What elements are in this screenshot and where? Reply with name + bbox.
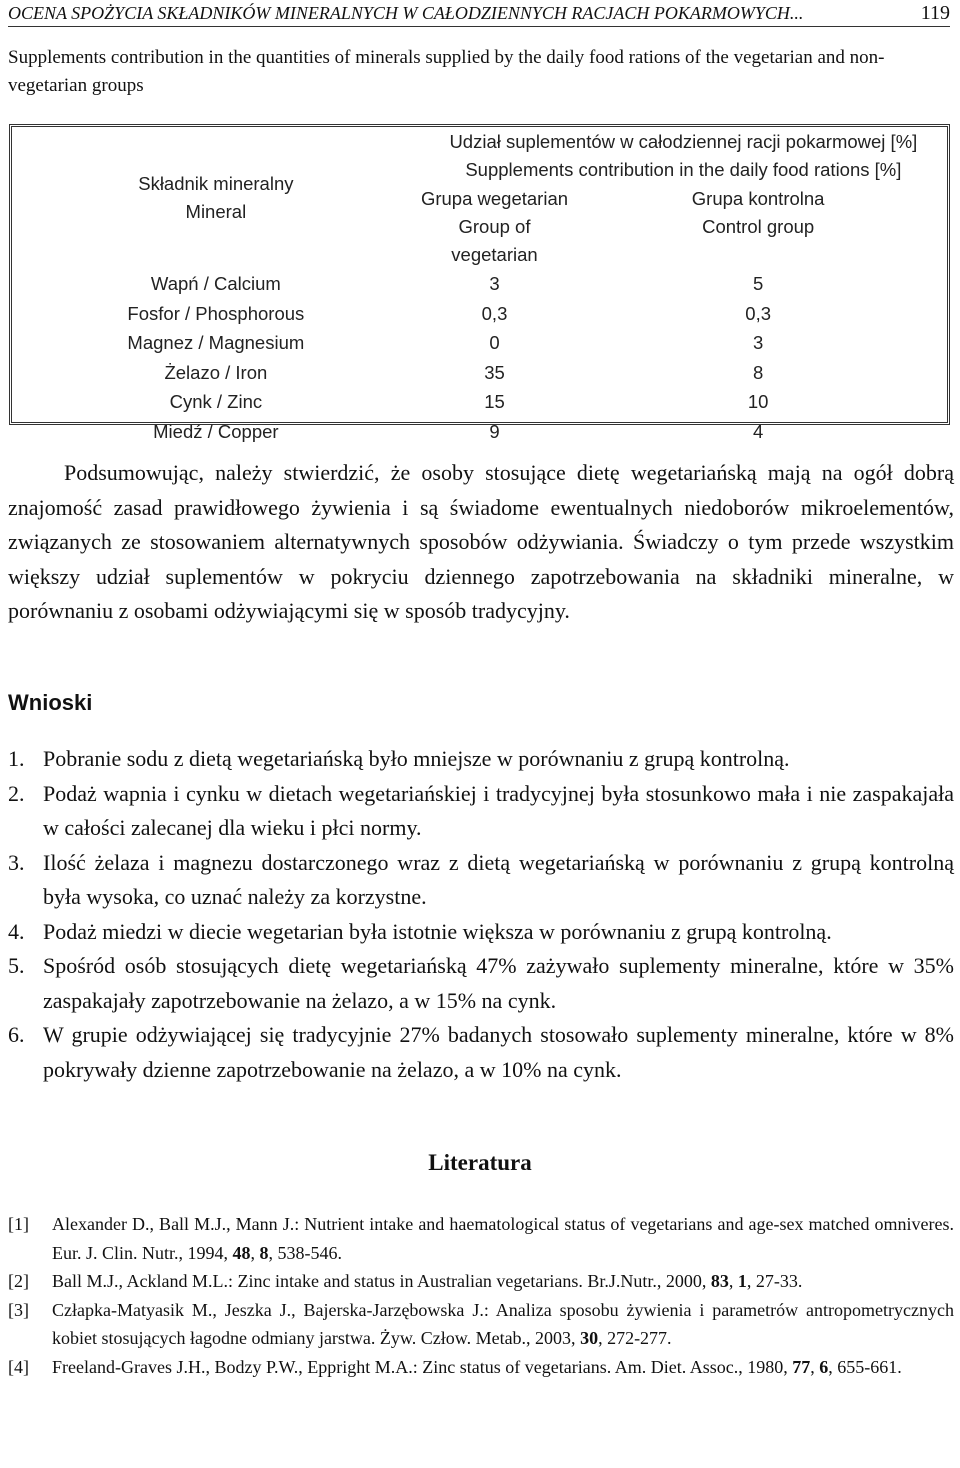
reference-item [8,1296,954,1353]
reference-number: [2] [8,1271,29,1292]
item-text: Podaż wapnia i cynku w dietach wegetariańskiej i tradycyjnej była stosunkowo mała i nie zaspakajała w całości zalecanej dla wieku i płci normy. [43,780,954,840]
header-control-group [569,185,947,269]
item-number: 3. [8,849,25,875]
reference-pages: , 655-661. [828,1356,902,1377]
reference-issue: 1 [737,1271,747,1292]
reference-separator: , [810,1356,820,1377]
item-number: 4. [8,918,25,944]
cell-control: 5 [752,273,764,294]
reference-number: [1] [8,1214,29,1234]
header-vegetarian-group [420,185,570,269]
reference-separator: , [250,1242,260,1263]
header-mineral-pl: Składnik mineralny [138,173,294,194]
reference-issue: 6 [819,1356,829,1377]
list-item [8,915,954,950]
header-ctrl-en: Control group [702,216,815,237]
table-row [12,269,947,299]
list-item [8,846,954,915]
table-row [12,328,947,358]
references-list [8,1210,954,1382]
list-item [8,949,954,1018]
cell-vegetarian: 35 [484,361,505,383]
reference-item [8,1353,954,1382]
header-veg-pl: Grupa wegetarian [420,188,569,209]
reference-item [8,1210,954,1267]
minerals-table [12,127,947,446]
cell-mineral: Magnez / Magnesium [127,332,305,353]
cell-control: 8 [752,361,764,383]
item-number: 6. [8,1022,25,1047]
item-number: 2. [8,780,25,806]
reference-volume: 83 [710,1271,729,1292]
list-item [8,1018,954,1087]
header-ctrl-pl: Grupa kontrolna [691,188,825,209]
reference-issue: 8 [259,1242,269,1263]
header-veg-en: Group of vegetarian [451,216,538,265]
cell-control: 4 [752,420,764,442]
item-number: 1. [8,746,25,771]
item-text: W grupie odżywiającej się tradycyjnie 27% badanych stosowało suplementy mineralne, które w 8% pokrywały dzienne zapotrzebowanie na żelazo, a w 10% na cynk. [43,1022,954,1082]
reference-pages: , 272-277. [598,1328,672,1349]
item-text: Spośród osób stosujących dietę wegetariańską 47% zażywało suplementy mineralne, które w 35% zaspakajały zapotrzebowanie na żelazo, a w 15% na cynk. [43,953,954,1013]
reference-pages: , 27-33. [746,1271,803,1292]
cell-mineral: Wapń / Calcium [150,273,281,294]
cell-vegetarian: 0,3 [481,302,508,324]
reference-item [8,1267,954,1296]
page-number: 119 [920,2,950,24]
cell-vegetarian: 15 [484,391,505,412]
cell-mineral: Miedź / Copper [153,420,279,442]
reference-volume: 48 [232,1242,251,1263]
header-contribution [420,127,947,185]
item-text: Pobranie sodu z dietą wegetariańską było mniejsze w porównaniu z grupą kontrolną. [43,746,790,771]
running-head-title: OCENA SPOŻYCIA SKŁADNIKÓW MINERALNYCH W CAŁODZIENNYCH RACJACH POKARMOWYCH... [8,3,804,23]
table-row [12,299,947,329]
summary-paragraph [8,456,954,629]
references-heading: Literatura [428,1150,532,1175]
reference-text: Ball M.J., Ackland M.L.: Zinc intake and status in Australian vegetarians. Br.J.Nutr., 2000, [52,1271,711,1292]
item-text: Ilość żelaza i magnezu dostarczonego wraz z dietą wegetariańską w porównaniu z grupą kontrolną była wysoka, co uznać należy za korzystne. [43,849,954,909]
reference-volume: 77 [792,1356,811,1377]
running-head [8,0,950,27]
cell-mineral: Cynk / Zinc [169,391,263,412]
reference-separator: , [728,1271,738,1292]
item-number: 5. [8,953,25,978]
reference-text: Freeland-Graves J.H., Bodzy P.W., Eppright M.A.: Zinc status of vegetarians. Am. Diet. Assoc., 1980, [52,1356,793,1377]
summary-text: Podsumowując, należy stwierdzić, że osoby stosujące dietę wegetariańską mają na ogół dobrą znajomość zasad prawidłowego żywienia i są świadome ewentualnych niedoborów mikroelementów, związanych ze stosowaniem alternatywnych sposobów odżywiania. Świadczy o tym przede wszystkim większy udział suplementów w pokryciu dziennego zapotrzebowania na składniki mineralne, w porównaniu z osobami odżywiającymi się w sposób tradycyjny. [8,460,954,624]
reference-text: Człapka-Matyasik M., Jeszka J., Bajerska-Jarzębowska J.: Analiza sposobu żywienia i parametrów antropometrycznych kobiet stosujących łagodne odmiany jarstwa. Żyw. Człow. Metab., 2003, [52,1299,954,1349]
reference-text: Alexander D., Ball M.J., Mann J.: Nutrient intake and haematological status of vegetarians and age-sex matched omniveres. Eur. J. Clin. Nutr., 1994, [52,1214,954,1263]
header-mineral [12,127,420,269]
table-row [12,417,947,447]
reference-pages: , 538-546. [268,1242,343,1263]
list-item [8,742,954,777]
conclusions-list [8,742,954,1087]
table-frame [9,124,950,442]
cell-vegetarian: 0 [489,332,500,353]
conclusions-heading: Wnioski [8,690,93,715]
reference-number: [4] [8,1356,29,1377]
table-row [12,387,947,417]
cell-mineral: Żelazo / Iron [164,361,268,383]
table-caption: Supplements contribution in the quantities of minerals supplied by the daily food rations of the vegetarian and non-vegetarian groups [8,47,885,96]
cell-vegetarian: 9 [489,420,500,442]
reference-volume: 30 [580,1328,599,1349]
table-row [12,358,947,388]
header-mineral-en: Mineral [185,201,247,222]
item-text: Podaż miedzi w diecie wegetarian była istotnie większa w porównaniu z grupą kontrolną. [43,918,832,944]
cell-vegetarian: 3 [489,273,500,294]
cell-control: 10 [747,391,769,412]
reference-number: [3] [8,1299,29,1320]
header-contribution-pl: Udział suplementów w całodziennej racji pokarmowej [%] [449,131,918,152]
header-contribution-en: Supplements contribution in the daily food rations [%] [465,159,902,180]
list-item [8,777,954,846]
cell-control: 0,3 [745,302,771,324]
cell-control: 3 [752,332,764,353]
cell-mineral: Fosfor / Phosphorous [127,302,305,324]
